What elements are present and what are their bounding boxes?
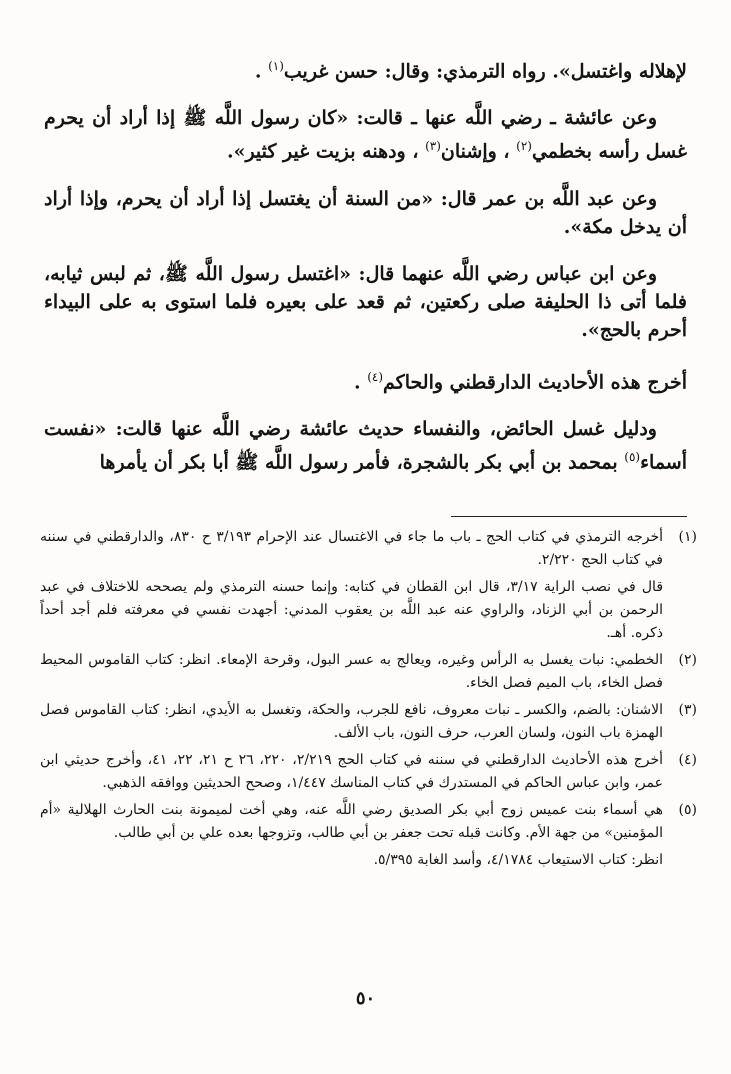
footnote-note: قال في نصب الراية ٣/١٧، قال ابن القطان في كتابه: وإنما حسنه الترمذي ولم يصححه للاختلاف في عبد الرحمن بن أبي الزناد، والراوي عنه عبد اللَّه بن يعقوب المدني: أجهدت نفسي في معرفته فلم أجد أحداً ذكره. أهـ. <box>40 579 664 641</box>
footnote-note: انظر: كتاب الاستيعاب ٤/١٧٨٤، وأسد الغابة ٥/٣٩٥. <box>373 852 663 868</box>
paragraph-5 <box>44 363 687 396</box>
footnote-number: (١) <box>678 529 697 545</box>
footnote-1 <box>40 526 697 572</box>
footnote-text: الخطمي: نبات يغسل به الرأس وغيره، ويعالج به عسر البول، وقرحة الإمعاء. انظر: كتاب القاموس المحيط فصل الخاء، باب الميم فصل الخاء. <box>40 652 663 691</box>
paragraph-text: ، وإشنان <box>440 140 517 163</box>
footnote-number: (٣) <box>678 702 697 718</box>
footnote-3 <box>40 699 697 745</box>
paragraph-text: ودليل غسل الحائض، والنفساء حديث عائشة رضي اللَّه عنها قالت: «نفست أسماء <box>44 417 687 474</box>
footnote-text: أخرجه الترمذي في كتاب الحج ـ باب ما جاء في الاغتسال عند الإحرام ٣/١٩٣ ح ٨٣٠، والدارقطني في سننه في كتاب الحج ٢/٢٢٠. <box>40 529 664 568</box>
footnote-ref: (١) <box>268 59 284 73</box>
paragraph-2 <box>44 104 687 165</box>
main-text <box>44 52 687 495</box>
footnote-number: (٢) <box>678 652 697 668</box>
footnote-5 <box>40 799 697 845</box>
paragraph-text: وعن عبد اللَّه بن عمر قال: «من السنة أن يغتسل إذا أراد أن يحرم، وإذا أراد أن يدخل مكة». <box>44 187 687 238</box>
footnotes <box>40 526 697 876</box>
footnote-divider <box>451 516 687 517</box>
paragraph-text: وعن عائشة ـ رضي اللَّه عنها ـ قالت: «كان رسول اللَّه ﷺ إذا أراد أن يحرم غسل رأسه بخطمي <box>44 107 687 163</box>
footnote-text: أخرج هذه الأحاديث الدارقطني في سننه في كتاب الحج ٢/٢١٩، ٢٢٠، ٢٦ ح ٢١، ٢٢، ٤١، وأخرج حديثي ابن عمر، وابن عباس الحاكم في المستدرك في كتاب المناسك ١/٤٤٧، وصحح الحديثين ووافقه الذهبي. <box>40 752 664 791</box>
paragraph-4 <box>44 260 687 344</box>
paragraph-text: وعن ابن عباس رضي اللَّه عنهما قال: «اغتسل رسول اللَّه ﷺ، ثم لبس ثيابه، فلما أتى ذا الحليفة صلى ركعتين، ثم قعد على بعيره فلما استوى به على البيداء أحرم بالحج». <box>44 262 687 341</box>
paragraph-text: أخرج هذه الأحاديث الدارقطني والحاكم <box>383 370 687 393</box>
footnote-2 <box>40 649 697 695</box>
page-number: ٥٠ <box>355 988 376 1009</box>
footnote-ref: (٣) <box>425 139 441 154</box>
paragraph-text: بمحمد بن أبي بكر بالشجرة، فأمر رسول اللَّه ﷺ أبا بكر أن يأمرها <box>99 451 625 474</box>
paragraph-text: . <box>254 60 269 83</box>
footnote-number: (٥) <box>678 802 697 818</box>
paragraph-1 <box>44 52 687 85</box>
paragraph-text: لإهلاله واغتسل». رواه الترمذي: وقال: حسن غريب <box>283 60 687 83</box>
paragraph-6 <box>44 415 687 476</box>
footnote-ref: (٢) <box>516 139 532 154</box>
footnote-text: الاشنان: بالضم، والكسر ـ نبات معروف، نافع للجرب، والحكة، وتغسل به الأيدي، انظر: كتاب القاموس فصل الهمزة باب النون، ولسان العرب، حرف النون، باب الألف. <box>40 702 663 741</box>
footnote-ref: (٤) <box>367 369 384 384</box>
footnote-text: هي أسماء بنت عميس زوج أبي بكر الصديق رضي اللَّه عنه، وهي أخت لميمونة بنت الحارث الهلالية «أم المؤمنين» من جهة الأم. وكانت قبله تحت جعفر بن أبي طالب، وتزوجها بعده علي بن أبي طالب. <box>40 802 664 841</box>
paragraph-3 <box>44 185 687 241</box>
paragraph-text: ، ودهنه بزيت غير كثير». <box>226 140 426 163</box>
footnote-number: (٤) <box>678 752 697 768</box>
paragraph-text: . <box>353 370 368 393</box>
footnote-4 <box>40 749 697 795</box>
footnote-ref: (٥) <box>624 449 641 464</box>
